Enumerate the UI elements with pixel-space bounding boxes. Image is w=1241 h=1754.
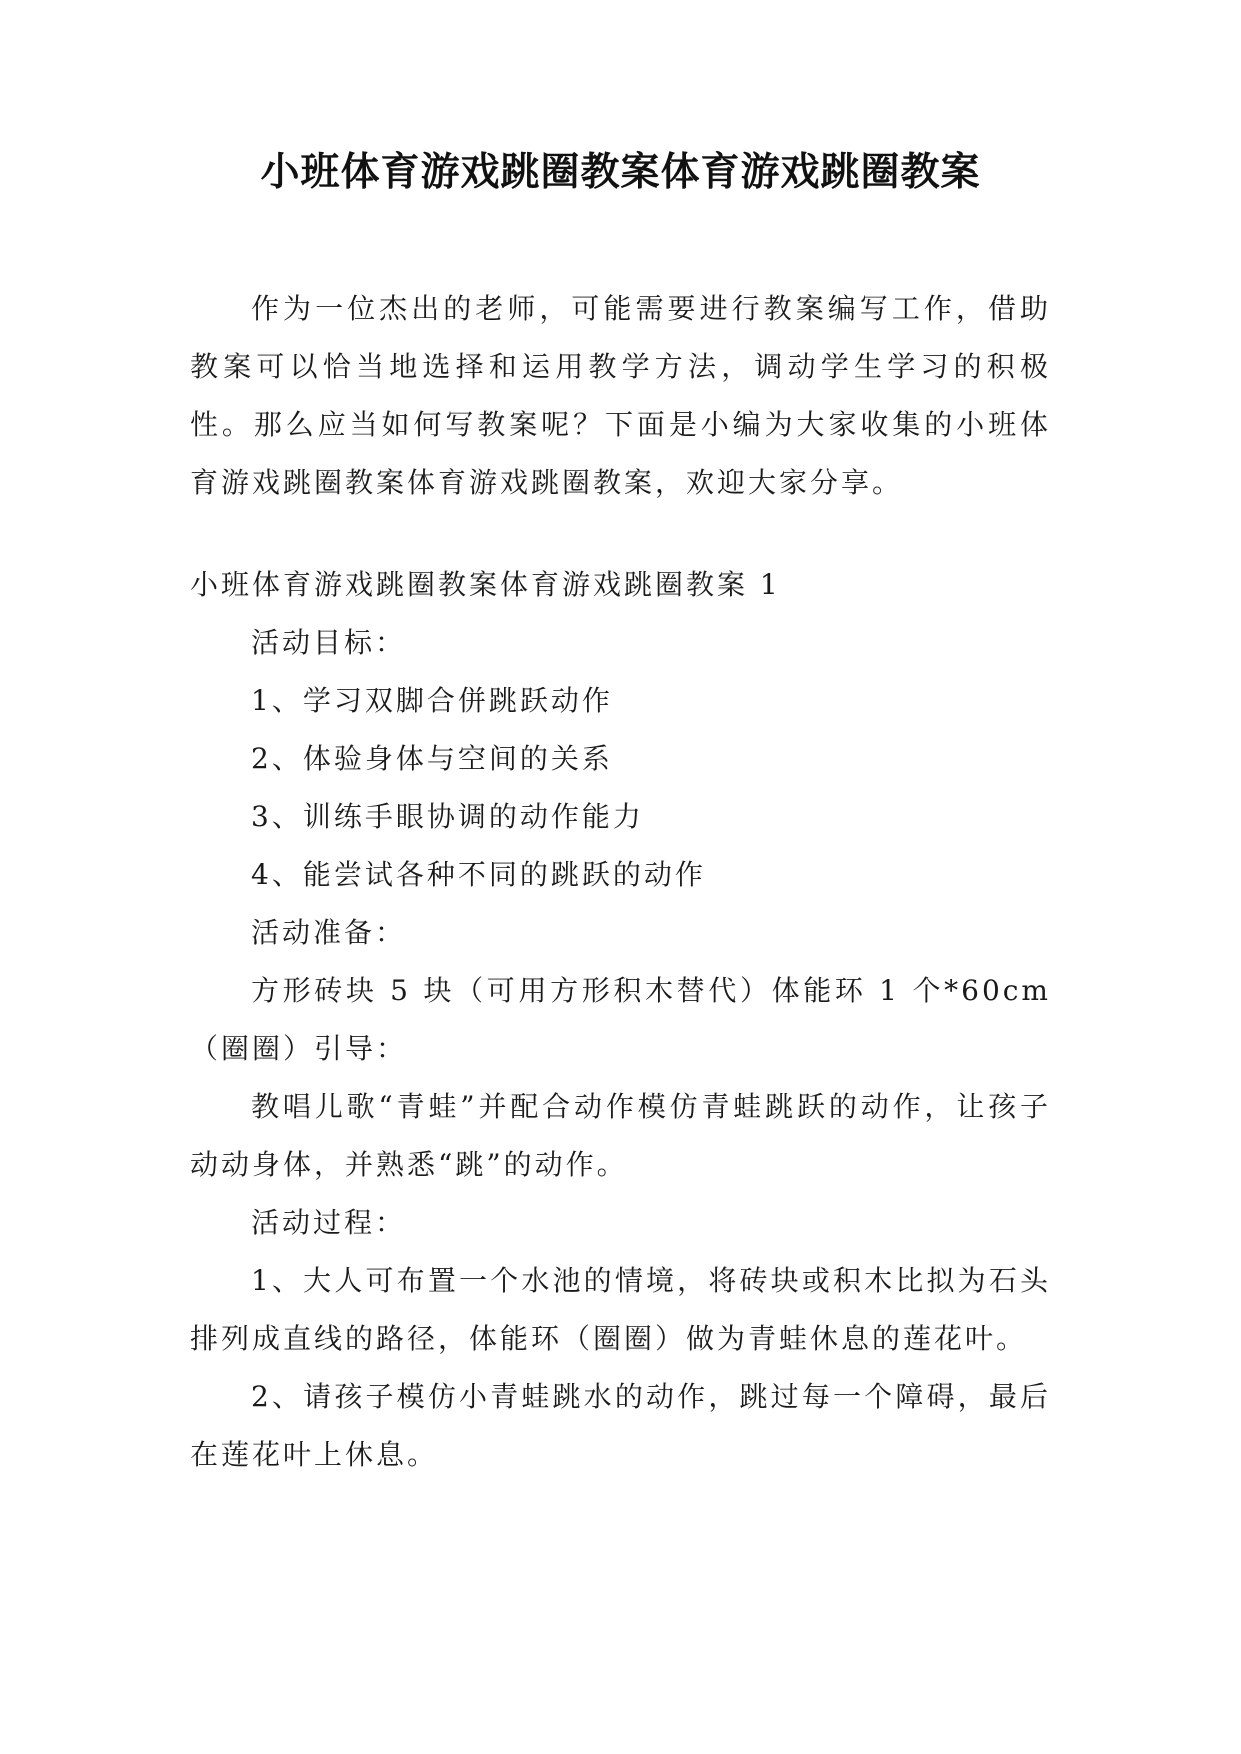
goal-item: 2、体验身体与空间的关系 [251,742,613,775]
goals-label: 活动目标： [251,626,407,659]
guide-paragraph: 教唱儿歌“青蛙”并配合动作模仿青蛙跳跃的动作，让孩子动动身体，并熟悉“跳”的动作。 [190,1090,1051,1181]
goal-item: 3、训练手眼协调的动作能力 [251,800,644,833]
document-title: 小班体育游戏跳圈教案体育游戏跳圈教案 [260,150,981,195]
process-step: 1、大人可布置一个水池的情境，将砖块或积木比拟为石头排列成直线的路径，体能环（圈圈）做为青蛙休息的莲花叶。 [190,1264,1051,1355]
section-heading: 小班体育游戏跳圈教案体育游戏跳圈教案 1 [190,568,781,601]
goal-item: 1、学习双脚合併跳跃动作 [251,684,613,717]
prep-paragraph: 方形砖块 5 块（可用方形积木替代）体能环 1 个*60cm（圈圈）引导： [190,974,1051,1065]
prep-label: 活动准备： [251,916,407,949]
goal-item: 4、能尝试各种不同的跳跃的动作 [251,858,706,891]
intro-paragraph: 作为一位杰出的老师，可能需要进行教案编写工作，借助教案可以恰当地选择和运用教学方法，调动学生学习的积极性。那么应当如何写教案呢？下面是小编为大家收集的小班体育游戏跳圈教案体育游戏跳圈教案，欢迎大家分享。 [190,292,1051,499]
document-body [190,280,1051,1484]
process-step: 2、请孩子模仿小青蛙跳水的动作，跳过每一个障碍，最后在莲花叶上休息。 [190,1380,1051,1471]
process-label: 活动过程： [251,1206,407,1239]
